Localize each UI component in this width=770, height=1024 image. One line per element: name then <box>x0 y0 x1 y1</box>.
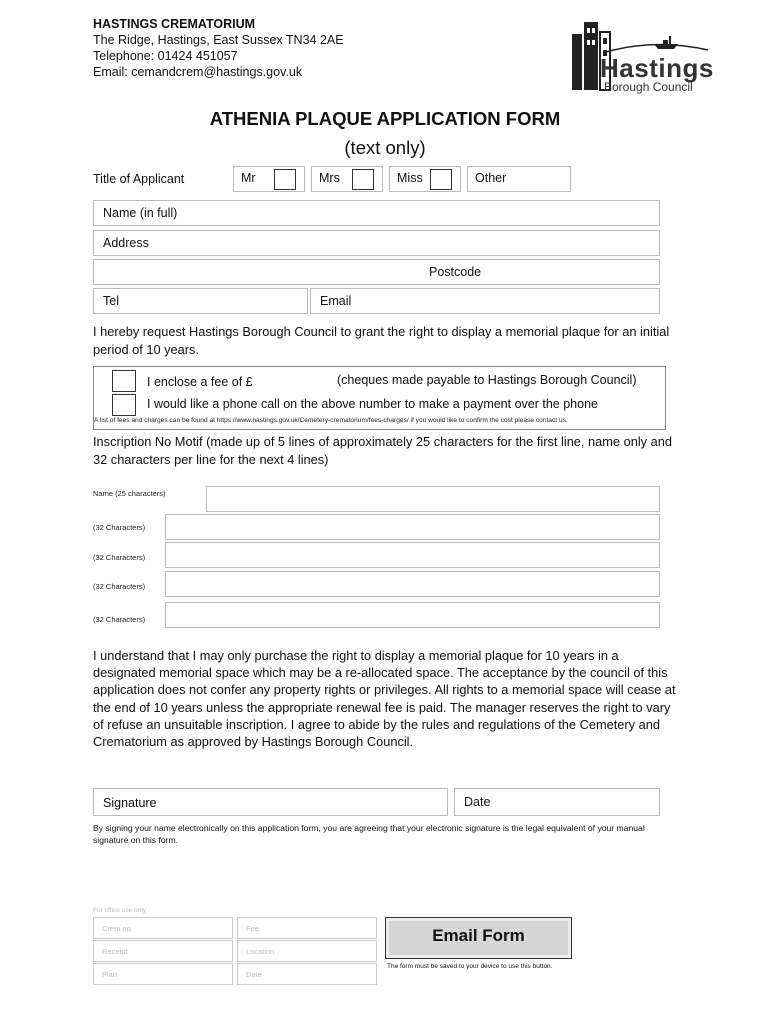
inscription-line3-input[interactable] <box>165 542 660 568</box>
office-plan-field[interactable]: Plan <box>93 963 233 985</box>
tel-field[interactable] <box>93 288 308 314</box>
title-option-miss <box>389 166 461 192</box>
office-crem-no-field[interactable]: Crem no <box>93 917 233 939</box>
address-line2-field[interactable] <box>93 259 660 285</box>
fee-checkbox[interactable] <box>112 370 136 392</box>
cheques-note: (cheques made payable to Hastings Borough Council) <box>337 373 637 387</box>
mr-checkbox[interactable] <box>274 169 296 190</box>
logo-text-hastings: Hastings <box>600 53 714 83</box>
date-label: Date <box>464 795 491 809</box>
title-option-mrs <box>311 166 383 192</box>
email-field[interactable] <box>310 288 660 314</box>
phone-call-label: I would like a phone call on the above number to make a payment over the phone <box>147 397 598 411</box>
address-field[interactable] <box>93 230 660 256</box>
org-name: HASTINGS CREMATORIUM <box>93 17 256 31</box>
form-title: ATHENIA PLAQUE APPLICATION FORM <box>209 108 561 129</box>
signature-label: Signature <box>103 796 157 810</box>
office-fee-field[interactable]: Fee <box>237 917 377 939</box>
mrs-checkbox[interactable] <box>352 169 374 190</box>
name-label: Name (in full) <box>103 206 178 220</box>
miss-checkbox[interactable] <box>430 169 452 190</box>
inscription-line2-label: (32 Characters) <box>93 523 146 532</box>
office-date-field[interactable]: Date <box>237 963 377 985</box>
name-field[interactable] <box>93 200 660 226</box>
title-option-other-field[interactable] <box>467 166 571 192</box>
postcode-label: Postcode <box>429 265 482 279</box>
inscription-intro: Inscription No Motif (made up of 5 lines of approximately 25 characters for the first line, name only and 32 characters per line for the next 4 lines) <box>93 434 672 467</box>
declaration-text: I understand that I may only purchase the right to display a memorial plaque for 10 years in a designated memorial space which may be a re-allocated space. The acceptance by the council of this application does not confer any property rights or privileges. All rights to a memorial space will cease at the end of 10 years unless the appropriate renewal fee is paid. The manager reserves the right to vary of refuse an unsuitable inscription. I agree to abide by the rules and regulations of the Cemetery and Crematorium as approved by Hastings Borough Council. <box>93 648 676 750</box>
telephone-line: Telephone: 01424 451057 <box>93 49 238 63</box>
email-button-note: The form must be saved to your device to use this button. <box>387 963 553 970</box>
request-text: I hereby request Hastings Borough Council to grant the right to display a memorial plaque for an initial period of 10 years. <box>93 324 670 357</box>
inscription-line5-label: (32 Characters) <box>93 615 146 624</box>
office-receipt-field[interactable]: Receipt <box>93 940 233 962</box>
fee-label: I enclose a fee of £ <box>147 375 253 389</box>
inscription-line2-input[interactable] <box>165 514 660 540</box>
form-subtitle: (text only) <box>344 137 426 158</box>
signature-field[interactable] <box>93 788 448 816</box>
payment-section <box>93 366 666 430</box>
signature-note: By signing your name electronically on this application form, you are agreeing that your electronic signature is the legal equivalent of your manual signature on this form. <box>93 823 645 845</box>
office-location-field[interactable]: Location <box>237 940 377 962</box>
fee-amount-input[interactable] <box>260 371 332 391</box>
email-label: Email <box>320 294 352 308</box>
office-use-heading: For office use only <box>93 907 146 914</box>
inscription-line1-input[interactable] <box>206 486 660 512</box>
council-logo <box>566 18 716 96</box>
date-field[interactable] <box>454 788 660 816</box>
inscription-line5-input[interactable] <box>165 602 660 628</box>
inscription-line4-input[interactable] <box>165 571 660 597</box>
address-label: Address <box>103 236 149 250</box>
option-mrs-label: Mrs <box>319 171 340 185</box>
fees-note: A list of fees and charges can be found at https://www.hastings.gov.uk/Cemetery-crematorium/fees-charges/ if you would like to confirm the cost please contact us. <box>94 417 568 424</box>
email-form-button[interactable]: Email Form <box>385 917 572 959</box>
tel-label: Tel <box>103 294 119 308</box>
phone-call-checkbox[interactable] <box>112 394 136 416</box>
email-line: Email: cemandcrem@hastings.gov.uk <box>93 65 303 79</box>
inscription-line3-label: (32 Characters) <box>93 553 146 562</box>
address-line: The Ridge, Hastings, East Sussex TN34 2AE <box>93 33 344 47</box>
option-other-label: Other <box>475 171 507 185</box>
option-miss-label: Miss <box>397 171 423 185</box>
inscription-line1-label: Name (25 characters) <box>93 489 166 498</box>
crematorium-header <box>93 16 344 80</box>
title-of-applicant-label: Title of Applicant <box>93 172 185 186</box>
logo-text-council: Borough Council <box>604 80 693 94</box>
title-option-mr <box>233 166 305 192</box>
inscription-line4-label: (32 Characters) <box>93 582 146 591</box>
option-mr-label: Mr <box>241 171 256 185</box>
